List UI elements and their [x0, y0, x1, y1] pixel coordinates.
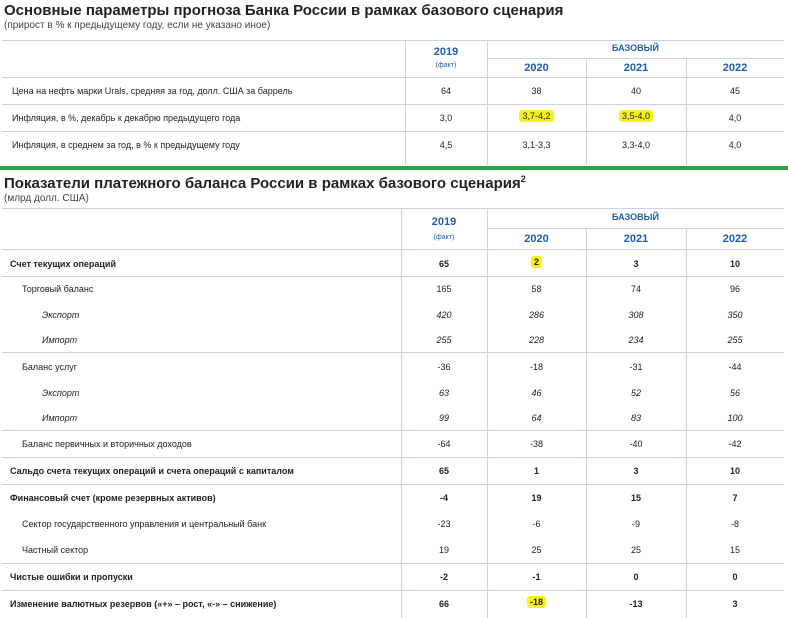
table2-cell: -36	[437, 362, 451, 372]
highlight-marker: 3,7-4,2	[519, 110, 553, 122]
table2-row-label: Счет текущих операций	[10, 259, 116, 269]
table2-cell: 83	[630, 413, 641, 423]
table2-row-label: Частный сектор	[22, 545, 89, 555]
table2-cell: -64	[437, 439, 451, 449]
table2-cell: 63	[438, 388, 449, 398]
table2-row-rule	[2, 430, 784, 431]
table2-row-label: Экспорт	[42, 310, 80, 320]
table2-cell: 96	[729, 284, 740, 294]
table2-cell: -8	[730, 519, 739, 529]
table2-cell: 286	[528, 310, 545, 320]
table1-cell: 40	[630, 86, 641, 96]
table2-row-rule	[2, 563, 784, 564]
table2-cell: 100	[727, 413, 743, 423]
table2-cell: 56	[729, 388, 740, 398]
table2-cell: 3	[633, 259, 639, 269]
highlight-marker: -18	[527, 596, 546, 608]
table1-cell: 38	[531, 86, 542, 96]
table2-cell: -6	[532, 519, 541, 529]
table2-cell: 25	[630, 545, 641, 555]
table2-cell: 66	[438, 599, 449, 609]
table2-title	[4, 174, 526, 192]
table2-cell: 7	[732, 493, 738, 503]
table2-row-label: Сектор государственного управления и центральный банк	[22, 519, 267, 529]
table1-col-2021: 2021	[623, 62, 649, 74]
table2-cell: -31	[629, 362, 643, 372]
table2-cell: 1	[533, 466, 539, 476]
table2-row-rule	[2, 352, 784, 353]
table1-col-2020: 2020	[524, 62, 549, 74]
table1-scenario-label: БАЗОВЫЙ	[612, 43, 659, 53]
table2-title-footnote: 2	[520, 174, 526, 184]
table1-header-rule	[487, 58, 784, 59]
table1-row-label: Цена на нефть марки Urals, средняя за год, долл. США за баррель	[12, 86, 293, 96]
table2-cell: -4	[439, 493, 448, 503]
table2-header-rule	[487, 228, 784, 229]
table1-cell: 4,0	[728, 113, 742, 123]
table1-cell-highlighted	[487, 111, 586, 121]
table1-subtitle: (прирост в % к предыдущему году, если не указано иное)	[4, 20, 271, 31]
table2-cell: -40	[629, 439, 643, 449]
table1-col-2022: 2022	[722, 62, 748, 74]
table2-cell: 15	[630, 493, 641, 503]
table2-cell: 0	[633, 572, 639, 582]
table2-row-label: Баланс услуг	[22, 362, 78, 372]
table2-row-rule	[2, 590, 784, 591]
table2-cell: 165	[436, 284, 452, 294]
table1-cell: 3,1-3,3	[522, 140, 551, 150]
table2-cell: 308	[628, 310, 644, 320]
table1-col-2019-note: (факт)	[435, 62, 457, 69]
table2-cell: 25	[531, 545, 542, 555]
highlight-marker: 2	[531, 256, 542, 268]
table1-row-rule	[2, 104, 784, 105]
table2-cell: -1	[532, 572, 541, 582]
table2-row-rule	[2, 457, 784, 458]
table1-top-rule	[2, 40, 784, 41]
table1-cell: 4,5	[439, 140, 453, 150]
table2-row-label: Торговый баланс	[22, 284, 94, 294]
table1-cell-highlighted	[586, 111, 686, 121]
table2-cell: 228	[528, 335, 545, 345]
table2-cell: 3	[732, 599, 738, 609]
table2-cell: -44	[728, 362, 742, 372]
table1-cell: 3,0	[439, 113, 453, 123]
table2-row-label: Импорт	[42, 335, 78, 345]
table2-col-2019: 2019	[431, 216, 457, 228]
table2-cell: 99	[438, 413, 449, 423]
table1-row-label: Инфляция, в %, декабрь к декабрю предыдущего года	[12, 113, 241, 123]
table2-col-2022: 2022	[722, 233, 748, 245]
table2-cell: 46	[531, 388, 542, 398]
table2-cell: 65	[438, 466, 449, 476]
table2-cell: 19	[531, 493, 542, 503]
table1-row-rule	[2, 131, 784, 132]
table2-col-2019-note: (факт)	[433, 234, 455, 241]
table2-row-label: Чистые ошибки и пропуски	[10, 572, 133, 582]
table1-header-rule	[2, 77, 784, 78]
table1-row-label: Инфляция, в среднем за год, в % к предыдущему году	[12, 140, 240, 150]
table2-cell: 52	[630, 388, 641, 398]
table2-row-label: Импорт	[42, 413, 78, 423]
table2-cell: 65	[438, 259, 449, 269]
table1-cell: 3,3-4,0	[621, 140, 651, 150]
table1-col-2019: 2019	[433, 46, 459, 58]
table2-cell: 19	[438, 545, 449, 555]
table2-title-text: Показатели платежного баланса России в рамках базового сценария	[4, 175, 521, 192]
table2-cell: 3	[633, 466, 639, 476]
table2-row-rule	[2, 276, 784, 277]
table2-cell: -2	[439, 572, 448, 582]
table2-cell: 420	[436, 310, 452, 320]
table2-row-label: Изменение валютных резервов («+» – рост, «-» – снижение)	[10, 599, 277, 609]
table2-col-2021: 2021	[623, 233, 649, 245]
table2-cell: 58	[531, 284, 542, 294]
highlight-marker: 3,5-4,0	[619, 110, 653, 122]
table2-cell-highlighted	[487, 597, 586, 607]
table2-cell: 10	[729, 259, 740, 269]
table2-cell: -13	[629, 599, 643, 609]
section-divider	[0, 166, 788, 170]
table2-subtitle: (млрд долл. США)	[4, 193, 89, 204]
table2-cell: 74	[630, 284, 641, 294]
table2-cell: 64	[531, 413, 542, 423]
table2-cell: 0	[732, 572, 738, 582]
table2-cell: 15	[729, 545, 740, 555]
table2-row-label: Финансовый счет (кроме резервных активов)	[10, 493, 216, 503]
table2-cell: 234	[628, 335, 644, 345]
table2-cell: 255	[436, 335, 452, 345]
table1-cell: 4,0	[728, 140, 742, 150]
table2-cell: 350	[727, 310, 743, 320]
table2-col-2020: 2020	[524, 233, 549, 245]
table2-cell-highlighted	[487, 257, 586, 267]
table2-cell: -23	[437, 519, 451, 529]
table2-row-rule	[2, 484, 784, 485]
table2-header-rule	[2, 249, 784, 250]
table2-cell: -9	[631, 519, 640, 529]
table2-cell: 10	[729, 466, 740, 476]
table2-scenario-label: БАЗОВЫЙ	[612, 212, 659, 222]
table1-cell: 64	[440, 86, 451, 96]
table1-title: Основные параметры прогноза Банка России в рамках базового сценария	[4, 2, 564, 19]
table2-row-label: Сальдо счета текущих операций и счета операций с капиталом	[10, 466, 294, 476]
table2-cell: 255	[727, 335, 743, 345]
table2-cell: -38	[529, 439, 543, 449]
table2-top-rule	[2, 208, 784, 209]
table2-row-label: Баланс первичных и вторичных доходов	[22, 439, 192, 449]
table2-row-label: Экспорт	[42, 388, 80, 398]
table2-cell: -42	[728, 439, 742, 449]
table1-cell: 45	[729, 86, 740, 96]
table2-cell: -18	[529, 362, 543, 372]
